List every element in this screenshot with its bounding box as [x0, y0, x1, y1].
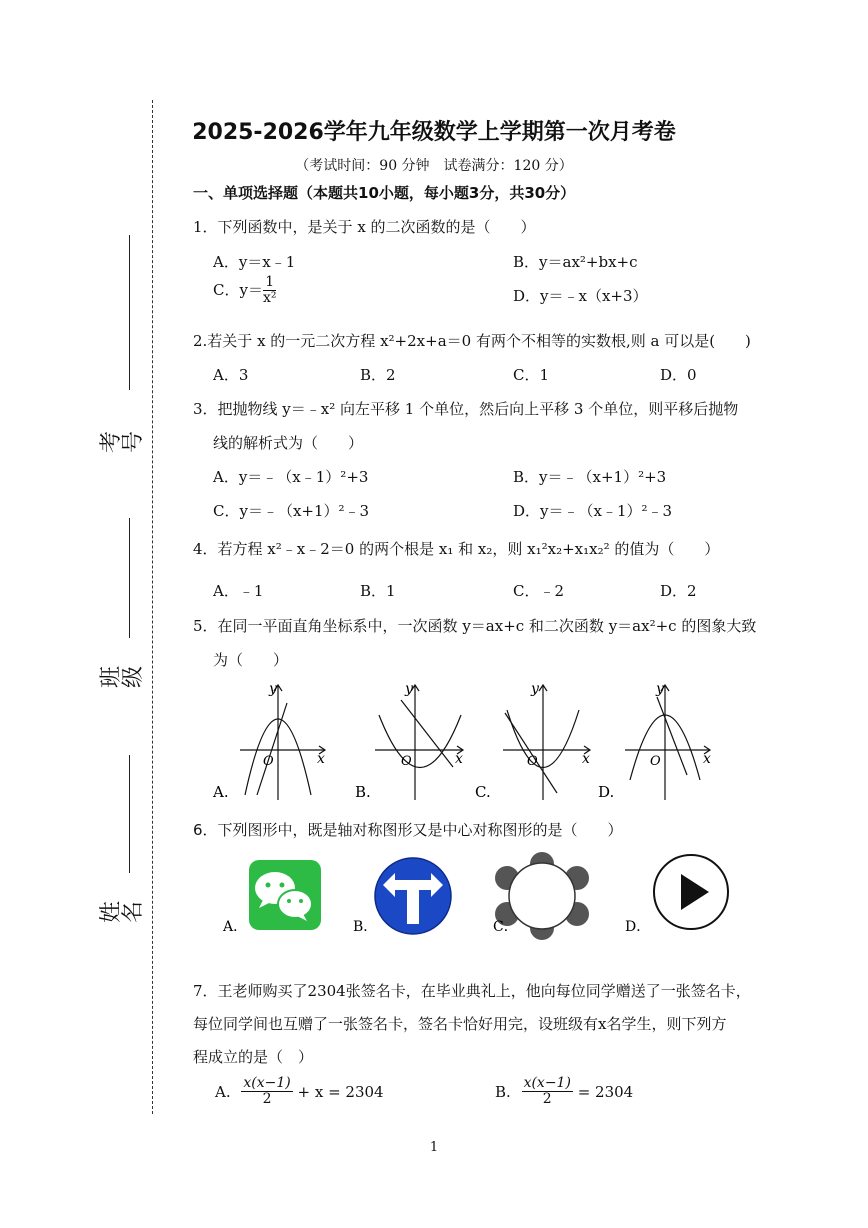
- q1-stem: 下列函数中，是关于 x 的二次函数的是（ ）: [217, 218, 536, 236]
- page-number: 1: [429, 1140, 439, 1155]
- q7-option-b[interactable]: [495, 1076, 633, 1108]
- q1-c-denominator: x²: [262, 290, 277, 307]
- q6-option-c: C．: [493, 919, 518, 935]
- q5-option-a: A.: [213, 783, 229, 801]
- q4-option-a[interactable]: A．﹣1: [213, 582, 264, 600]
- q7-stem-line1: 7．王老师购买了2304张签名卡，在毕业典礼上，他向每位同学赠送了一张签名卡，: [193, 982, 751, 1000]
- q6-option-a: A．: [223, 919, 248, 935]
- q7-b-fraction: [522, 1076, 573, 1108]
- q4-option-d[interactable]: D．2: [660, 582, 697, 600]
- q3-stem-line1: 3．把抛物线 y＝﹣x² 向左平移 1 个单位，然后向上平移 3 个单位，则平移后抛物: [193, 400, 739, 418]
- q6-figure-a[interactable]: [222, 860, 321, 935]
- q5-stem-line2: 为（ ）: [213, 651, 289, 669]
- q7-a-denominator: 2: [262, 1091, 272, 1108]
- page-title: 2025-2026学年九年级数学上学期第一次月考卷: [192, 120, 676, 145]
- q1-number: 1．: [193, 218, 218, 236]
- q2-stem: 2.若关于 x 的一元二次方程 x²+2x+a＝0 有两个不相等的实数根,则 a 可以是( ): [193, 332, 751, 350]
- name-blank[interactable]: [129, 755, 130, 873]
- q6-option-b: B．: [353, 919, 378, 935]
- q5-a-x-label: x: [317, 751, 325, 767]
- q5-graph-d[interactable]: [598, 681, 711, 801]
- exam-no-label: 考号: [99, 431, 146, 454]
- q5-graphs: [205, 675, 745, 805]
- q5-option-c: C.: [475, 783, 491, 801]
- q7-a-rest: + x = 2304: [297, 1082, 384, 1101]
- q5-c-origin: O: [527, 754, 538, 769]
- name-label: 姓名: [99, 901, 146, 924]
- question-1: [193, 216, 536, 237]
- q1-c-numerator: 1: [263, 275, 277, 291]
- q2-option-b[interactable]: B．2: [360, 366, 396, 384]
- q7-a-numerator: x(x−1): [243, 1075, 291, 1091]
- exam-info: （考试时间：90 分钟 试卷满分：120 分）: [295, 158, 573, 174]
- section-heading: 一、单项选择题（本题共10小题，每小题3分，共30分）: [193, 184, 576, 202]
- q5-option-b: B.: [355, 783, 371, 801]
- q7-b-denominator: 2: [542, 1091, 552, 1108]
- exam-no-blank[interactable]: [129, 235, 130, 390]
- q4-option-c[interactable]: C．﹣2: [513, 582, 565, 600]
- q1-option-c[interactable]: [213, 275, 276, 307]
- q5-graph-a[interactable]: [212, 681, 325, 801]
- q1-option-b[interactable]: B．y＝ax²+bx+c: [513, 253, 638, 271]
- q6-stem: 6．下列图形中，既是轴对称图形又是中心对称图形的是（ ）: [193, 821, 623, 839]
- q7-stem-line3: 程成立的是（ ）: [193, 1048, 314, 1066]
- q2-option-c[interactable]: C．1: [513, 366, 550, 384]
- class-blank[interactable]: [129, 518, 130, 638]
- q1-option-a[interactable]: A．y＝x﹣1: [213, 253, 296, 271]
- q5-b-x-label: x: [455, 751, 463, 767]
- q3-option-a[interactable]: A．y＝﹣（x﹣1）²+3: [213, 468, 369, 486]
- q5-stem-line1: 5．在同一平面直角坐标系中，一次函数 y＝ax+c 和二次函数 y＝ax²+c 的图象大致: [193, 617, 757, 635]
- q2-option-d[interactable]: D．0: [660, 366, 697, 384]
- q5-c-x-label: x: [582, 751, 590, 767]
- q7-b-label: B.: [495, 1082, 511, 1101]
- q5-graph-b[interactable]: [355, 681, 463, 801]
- q6-figures: [215, 850, 745, 940]
- q6-figure-d[interactable]: [625, 855, 728, 935]
- q5-b-y-label: y: [405, 681, 413, 697]
- q4-option-b[interactable]: B．1: [360, 582, 396, 600]
- q5-option-d: D.: [598, 783, 615, 801]
- q1-c-prefix: C．y＝: [213, 280, 263, 299]
- class-label: 班级: [99, 666, 146, 689]
- q5-c-y-label: y: [531, 681, 539, 697]
- q7-stem-line2: 每位同学间也互赠了一张签名卡，签名卡恰好用完，设班级有x名学生，则下列方: [193, 1015, 727, 1033]
- q7-b-rest: = 2304: [577, 1082, 634, 1101]
- q6-figure-c[interactable]: [493, 852, 589, 940]
- q7-option-a[interactable]: [215, 1076, 384, 1108]
- q6-figure-b[interactable]: [353, 858, 451, 935]
- q3-stem-line2: 线的解析式为（ ）: [213, 434, 364, 452]
- q2-option-a[interactable]: A．3: [213, 366, 249, 384]
- q3-option-d[interactable]: D．y＝﹣（x﹣1）²﹣3: [513, 502, 673, 520]
- q5-a-origin: O: [263, 754, 274, 769]
- q5-d-y-label: y: [656, 681, 664, 697]
- q3-option-b[interactable]: B．y＝﹣（x+1）²+3: [513, 468, 667, 486]
- q5-d-origin: O: [650, 754, 661, 769]
- q1-c-fraction: [263, 275, 277, 307]
- q7-b-numerator: x(x−1): [523, 1075, 571, 1091]
- q3-option-c[interactable]: C．y＝﹣（x+1）²﹣3: [213, 502, 370, 520]
- binding-dashed-line: [152, 100, 153, 1114]
- q4-stem: 4．若方程 x²﹣x﹣2＝0 的两个根是 x₁ 和 x₂，则 x₁²x₂+x₁x₂² 的值为（ ）: [193, 540, 720, 558]
- q7-a-label: A.: [215, 1082, 231, 1101]
- q5-a-y-label: y: [269, 681, 277, 697]
- q6-option-d: D．: [625, 919, 651, 935]
- q1-option-d[interactable]: D．y＝﹣x（x+3）: [513, 287, 648, 305]
- q7-a-fraction: [241, 1076, 292, 1108]
- q5-d-x-label: x: [703, 751, 711, 767]
- q5-b-origin: O: [401, 754, 412, 769]
- q5-graph-c[interactable]: [475, 681, 590, 801]
